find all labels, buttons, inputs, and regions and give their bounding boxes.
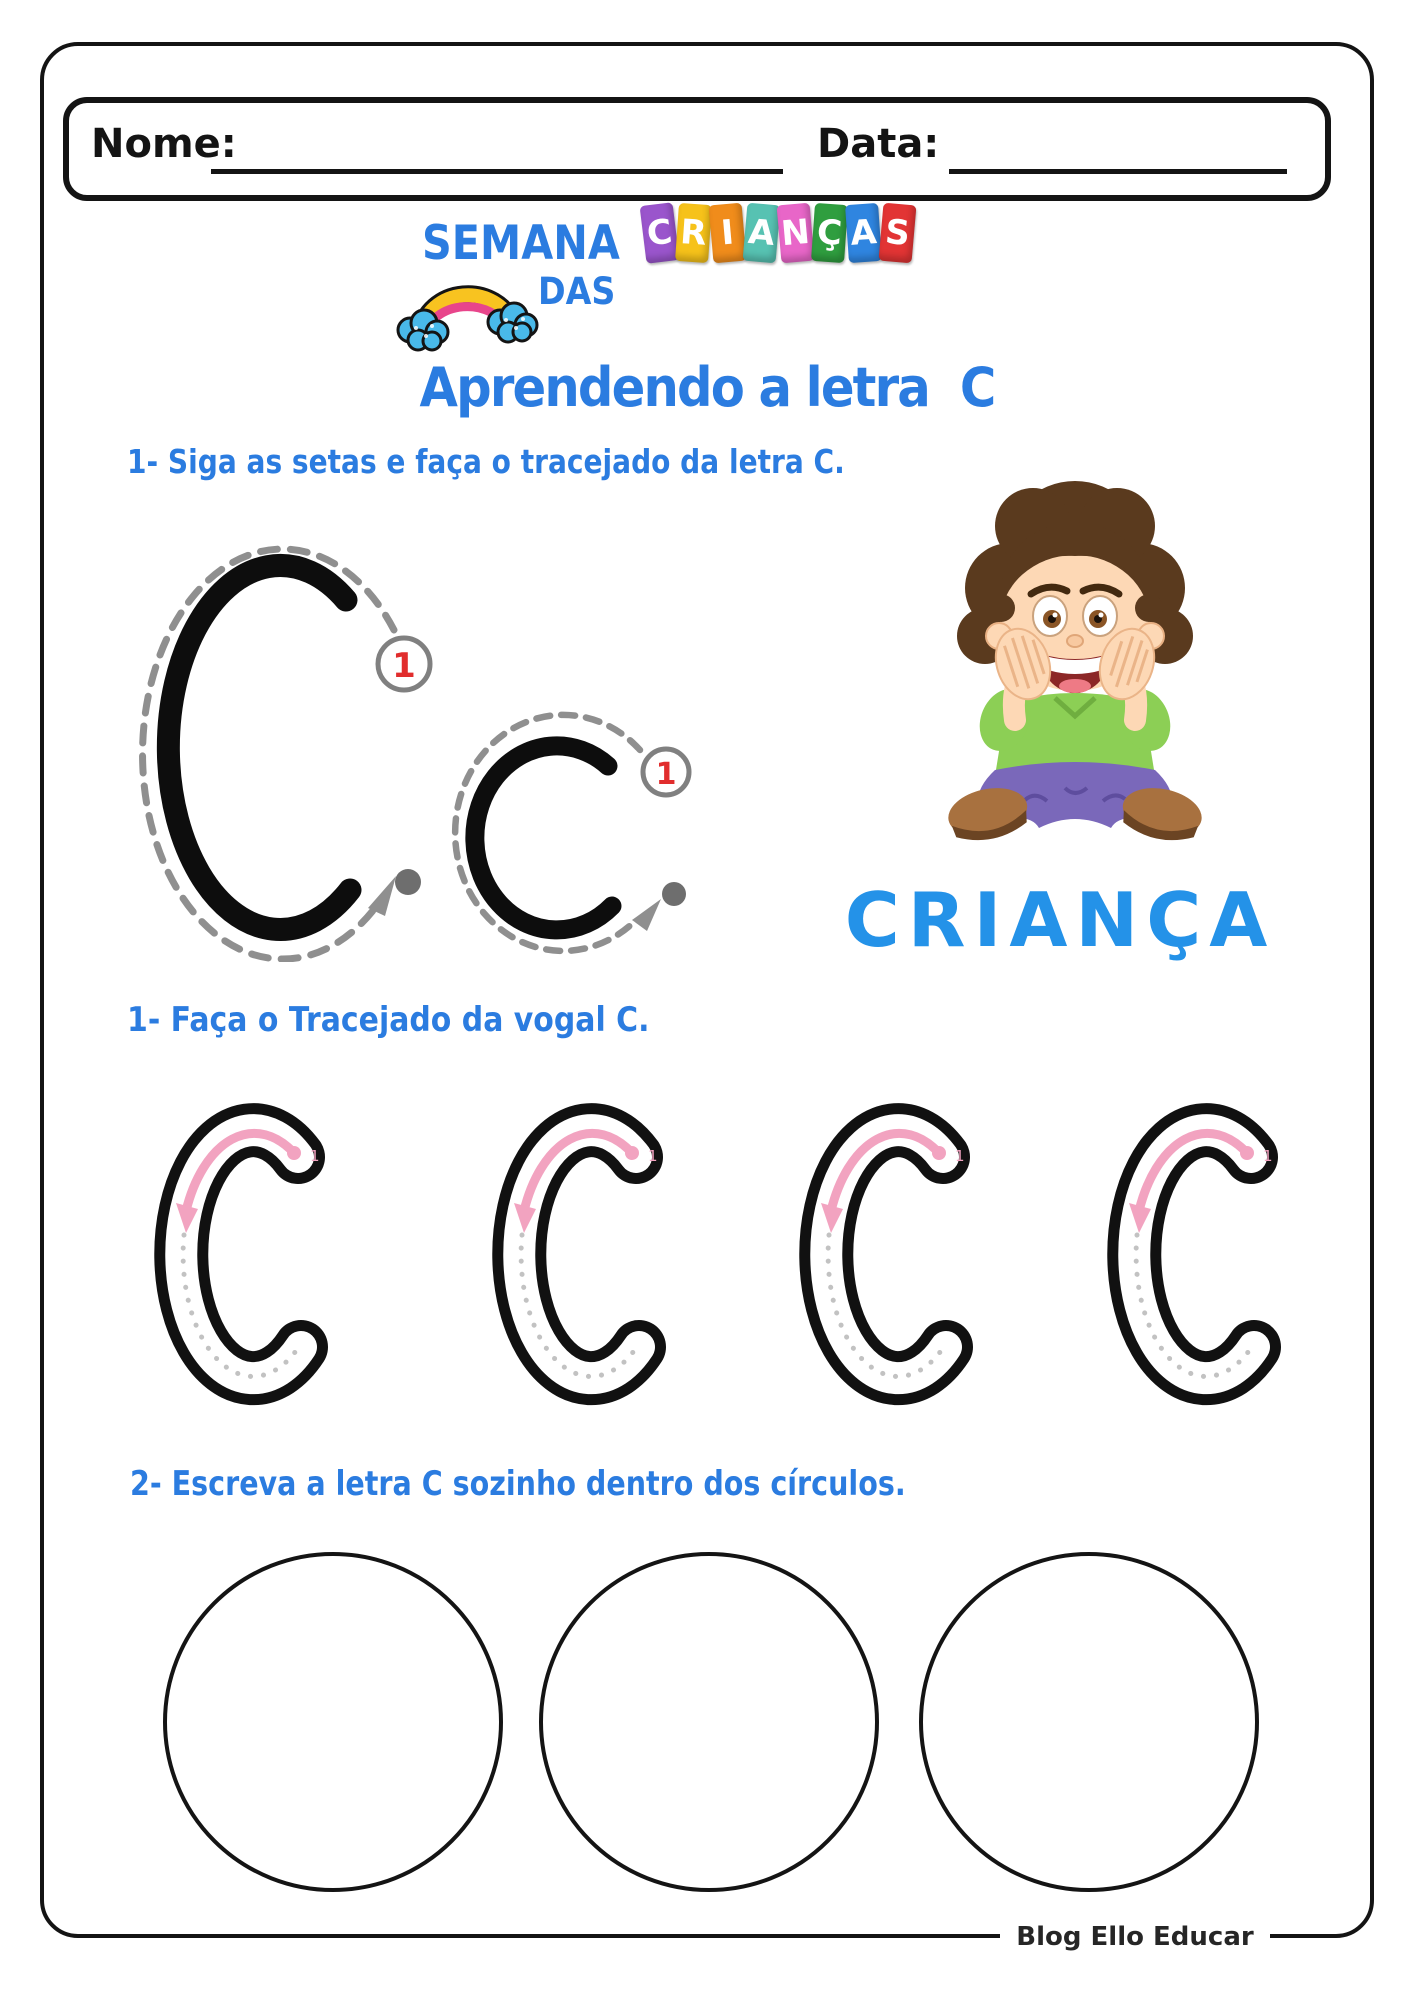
instruction-write-circles: 2- Escreva a letra C sozinho dentro dos círculos. [130, 1464, 906, 1504]
rainbow-icon [392, 266, 542, 352]
letter-c-stroke [475, 746, 612, 930]
step-number: 1 [310, 1147, 320, 1165]
practice-circle-3[interactable] [919, 1552, 1259, 1892]
crianca-word: CRIANÇA [844, 876, 1276, 964]
date-write-line[interactable] [949, 169, 1287, 174]
svg-text:1: 1 [1263, 1147, 1273, 1165]
lowercase-c-tracing[interactable] [436, 688, 706, 960]
pink-start-dot [287, 1146, 301, 1160]
logo-word-semana: SEMANA [422, 216, 620, 271]
svg-text:1: 1 [955, 1147, 965, 1165]
logo-tile-6: A [845, 203, 882, 263]
name-date-box [63, 97, 1331, 201]
boy-illustration [915, 458, 1235, 858]
logo-tile-2: I [708, 203, 746, 264]
logo-word-das: DAS [538, 270, 616, 313]
logo-tile-4: N [776, 203, 814, 264]
letter-c-stroke [168, 565, 350, 929]
uppercase-c-tracing[interactable] [128, 512, 438, 962]
instruction-trace-row: 1- Faça o Tracejado da vogal C. [127, 1000, 650, 1040]
outline-c-2[interactable] [488, 1093, 700, 1413]
guide-arrowhead-icon [632, 899, 661, 931]
end-dot [395, 869, 421, 895]
logo-tile-7: S [878, 203, 916, 264]
logo-tile-5: Ç [811, 203, 848, 263]
outline-c-3[interactable] [795, 1093, 1007, 1413]
start-marker-number: 1 [655, 757, 677, 792]
outline-c-4[interactable] [1103, 1093, 1315, 1413]
instruction-trace-arrows: 1- Siga as setas e faça o tracejado da letra C. [127, 442, 845, 481]
semana-das-criancas-logo [392, 202, 932, 352]
page-title: Aprendendo a letra C [419, 356, 995, 419]
date-label: Data: [817, 121, 940, 167]
footer-credit: Blog Ello Educar [1000, 1914, 1270, 1960]
outline-c-1[interactable] [150, 1093, 362, 1413]
logo-word-criancas-tiles [642, 204, 914, 262]
nose [1067, 635, 1083, 647]
name-write-line[interactable] [211, 169, 783, 174]
end-dot [662, 882, 686, 906]
practice-circle-2[interactable] [539, 1552, 879, 1892]
name-label: Nome: [91, 121, 237, 167]
start-marker-number: 1 [392, 646, 416, 686]
practice-circle-1[interactable] [163, 1552, 503, 1892]
logo-tile-1: R [675, 203, 712, 263]
tongue [1059, 679, 1091, 693]
logo-tile-0: C [639, 202, 679, 264]
logo-tile-3: A [742, 203, 780, 264]
svg-text:1: 1 [648, 1147, 658, 1165]
